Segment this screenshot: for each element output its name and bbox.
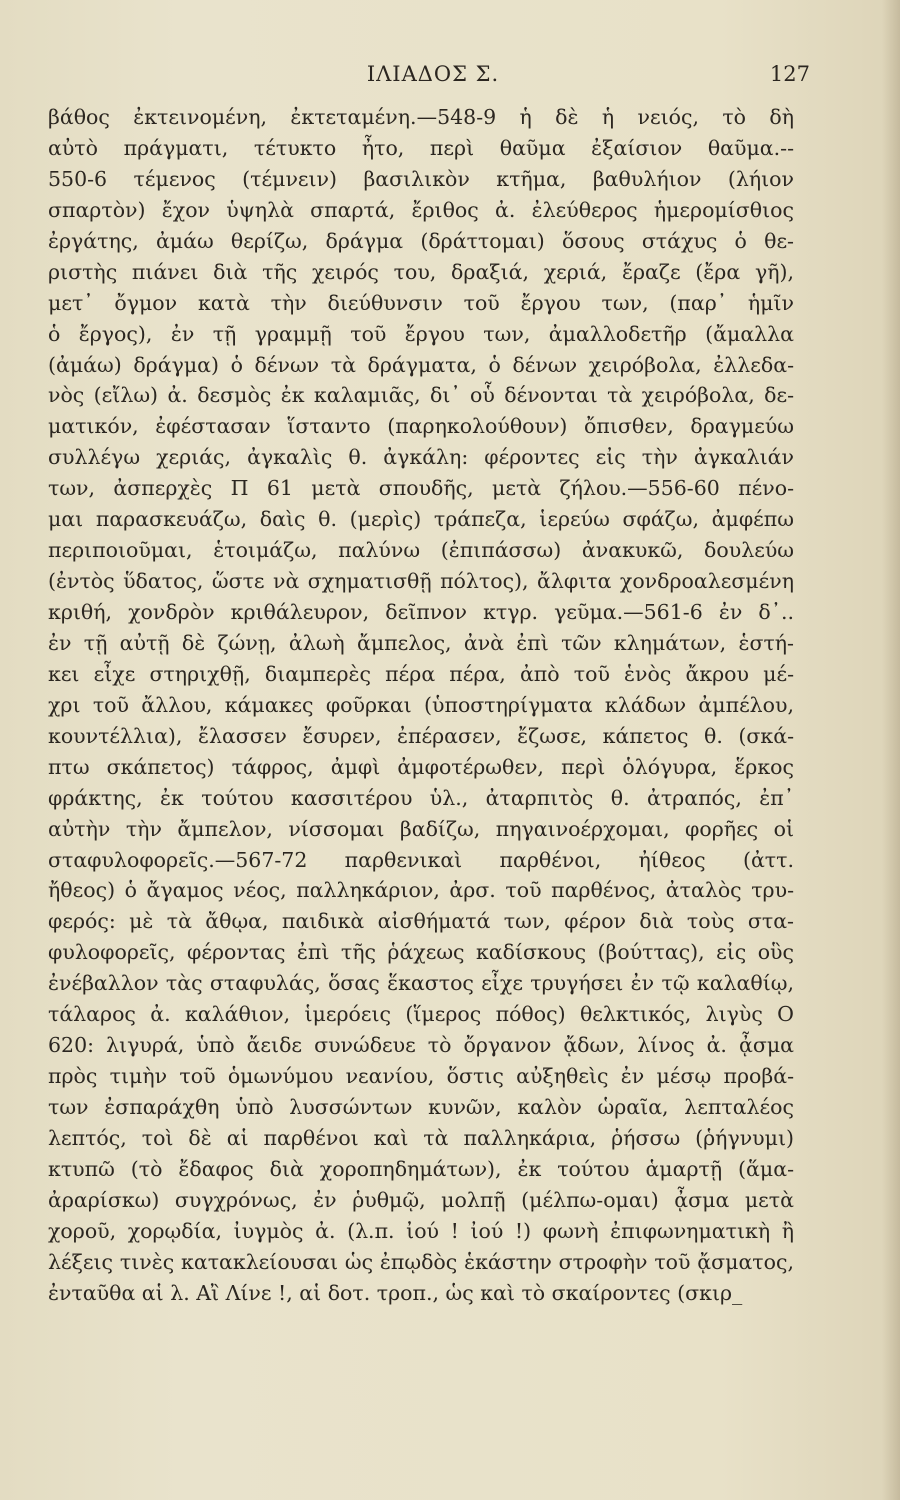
text-line: σταφυλοφορεῖς.—567-72 παρθενικαὶ παρθένοι, ἠίθεος (ἀττ. (48, 847, 794, 872)
text-line: (ἀμάω) δράγμα) ὁ δένων τὰ δράγματα, ὁ δένων χειρόβολα, ἐλλεδα- (48, 352, 794, 377)
page-header (48, 62, 818, 92)
text-line: περιποιοῦμαι, ἑτοιμάζω, παλύνω (ἐπιπάσσω) ἀνακυκῶ, δουλεύω (48, 538, 794, 563)
text-line: μαι παρασκευάζω, δαὶς θ. (μερὶς) τράπεζα, ἱερεύω σφάζω, ἀμφέπω (48, 507, 794, 532)
text-line: πρὸς τιμὴν τοῦ ὁμωνύμου νεανίου, ὅστις αὐξηθεὶς ἐν μέσῳ προβά- (48, 1064, 794, 1089)
running-head: ΙΛΙΑΔΟΣ Σ. (366, 62, 500, 86)
text-line: κτυπῶ (τὸ ἔδαφος διὰ χοροπηδημάτων), ἐκ τούτου ἁμαρτῇ (ἅμα- (48, 1156, 794, 1181)
text-line: λεπτός, τοὶ δὲ αἱ παρθένοι καὶ τὰ παλληκάρια, ῥήσσω (ῥήγνυμι) (48, 1125, 794, 1150)
text-line: ἐνταῦθα αἱ λ. Αἲ Λίνε !, αἱ δοτ. τροπ., ὡς καὶ τὸ σκαίροντες (σκιρ_ (48, 1280, 743, 1305)
text-line: ἤθεος) ὁ ἄγαμος νέος, παλληκάριον, ἀρσ. τοῦ παρθένος, ἀταλὸς τρυ- (48, 878, 794, 903)
text-line: μετ᾽ ὄγμον κατὰ τὴν διεύθυνσιν τοῦ ἔργου των, (παρ᾽ ἡμῖν (48, 290, 794, 315)
text-line: συλλέγω χεριάς, ἀγκαλὶς θ. ἀγκάλη: φέροντες εἰς τὴν ἀγκαλιάν (48, 445, 794, 470)
text-line: των ἐσπαράχθη ὑπὸ λυσσώντων κυνῶν, καλὸν ὡραῖα, λεπταλέος (48, 1095, 794, 1119)
text-line: ματικόν, ἐφέστασαν ἵσταντο (παρηκολούθουν) ὄπισθεν, δραγμεύω (48, 414, 794, 439)
text-line: τάλαρος ἀ. καλάθιον, ἱμερόεις (ἵμερος πόθος) θελκτικός, λιγὺς Ο (48, 1002, 794, 1027)
text-line: κει εἶχε στηριχθῇ, διαμπερὲς πέρα πέρα, ἀπὸ τοῦ ἑνὸς ἄκρου μέ- (48, 661, 794, 686)
text-line: φερός: μὲ τὰ ἄθῳα, παιδικὰ αἰσθήματά των, φέρον διὰ τοὺς στα- (48, 909, 794, 934)
text-line: πτω σκάπετος) τάφρος, ἀμφὶ ἀμφοτέρωθεν, περὶ ὁλόγυρα, ἕρκος (48, 754, 794, 779)
text-line: αὐτὴν τὴν ἄμπελον, νίσσομαι βαδίζω, πηγαινοέρχομαι, φορῆες οἱ (48, 816, 794, 841)
text-line: 550-6 τέμενος (τέμνειν) βασιλικὸν κτῆμα, βαθυλήιον (λήιον (48, 166, 794, 191)
text-line: χρι τοῦ ἄλλου, κάμακες φοῦρκαι (ὑποστηρίγματα κλάδων ἀμπέλου, (48, 692, 794, 717)
text-line: βάθος ἐκτεινομένη, ἐκτεταμένη.—548-9 ἡ δὲ ἡ νειός, τὸ δὴ (48, 105, 794, 129)
text-line: των, ἀσπερχὲς Π 61 μετὰ σπουδῆς, μετὰ ζήλου.—556-60 πένο- (48, 476, 794, 501)
commentary-text (48, 102, 794, 1309)
text-line: ἀραρίσκω) συγχρόνως, ἐν ῥυθμῷ, μολπῇ (μέλπω-ομαι) ᾆσμα μετὰ (48, 1187, 794, 1212)
text-line: νὸς (εἴλω) ἀ. δεσμὸς ἐκ καλαμιᾶς, δι᾽ οὗ δένονται τὰ χειρόβολα, δε- (48, 383, 794, 408)
text-line: σπαρτὸν) ἔχον ὑψηλὰ σπαρτά, ἔριθος ἀ. ἐλεύθερος ἡμερομίσθιος (48, 197, 794, 222)
text-line: φυλοφορεῖς, φέροντας ἐπὶ τῆς ῥάχεως καδίσκους (βούττας), εἰς οὓς (48, 940, 794, 965)
text-line: ριστὴς πιάνει διὰ τῆς χειρός του, δραξιά, χεριά, ἔραζε (ἔρα γῆ), (48, 259, 794, 284)
page-number: 127 (769, 62, 810, 86)
text-line: ἐνέβαλλον τὰς σταφυλάς, ὅσας ἕκαστος εἶχε τρυγήσει ἐν τῷ καλαθίῳ, (48, 971, 794, 996)
text-line: φράκτης, ἐκ τούτου κασσιτέρου ὑλ., ἀταρπιτὸς θ. ἀτραπός, ἐπ᾽ (48, 785, 794, 810)
page-edge-shadow (882, 0, 900, 1500)
text-line: 620: λιγυρά, ὑπὸ ἄειδε συνώδευε τὸ ὄργανον ᾄδων, λίνος ἀ. ᾆσμα (48, 1033, 794, 1058)
text-line: αὐτὸ πράγματι, τέτυκτο ἦτο, περὶ θαῦμα ἐξαίσιον θαῦμα.-- (48, 135, 794, 160)
text-line: ἐργάτης, ἀμάω θερίζω, δράγμα (δράττομαι) ὅσους στάχυς ὁ θε- (48, 228, 794, 253)
text-line: ὁ ἔργος), ἐν τῇ γραμμῇ τοῦ ἔργου των, ἀμαλλοδετῆρ (ἄμαλλα (48, 321, 794, 346)
text-line: (ἐντὸς ὕδατος, ὥστε νὰ σχηματισθῇ πόλτος), ἄλφιτα χονδροαλεσμένη (48, 569, 794, 594)
text-line: κουντέλλια), ἔλασσεν ἔσυρεν, ἐπέρασεν, ἔζωσε, κάπετος θ. (σκά- (48, 723, 794, 748)
text-line: χοροῦ, χορῳδία, ἰυγμὸς ἀ. (λ.π. ἰού ! ἰού !) φωνὴ ἐπιφωνηματικὴ ἢ (48, 1218, 794, 1243)
text-line: λέξεις τινὲς κατακλείουσαι ὡς ἐπῳδὸς ἑκάστην στροφὴν τοῦ ᾄσματος, (48, 1249, 794, 1274)
text-line: κριθή, χονδρὸν κριθάλευρον, δεῖπνον κτγρ. γεῦμα.—561-6 ἐν δ᾽.. (48, 600, 794, 624)
text-line: ἐν τῇ αὐτῇ δὲ ζώνῃ, ἀλωὴ ἄμπελος, ἀνὰ ἐπὶ τῶν κλημάτων, ἑστή- (48, 630, 794, 655)
